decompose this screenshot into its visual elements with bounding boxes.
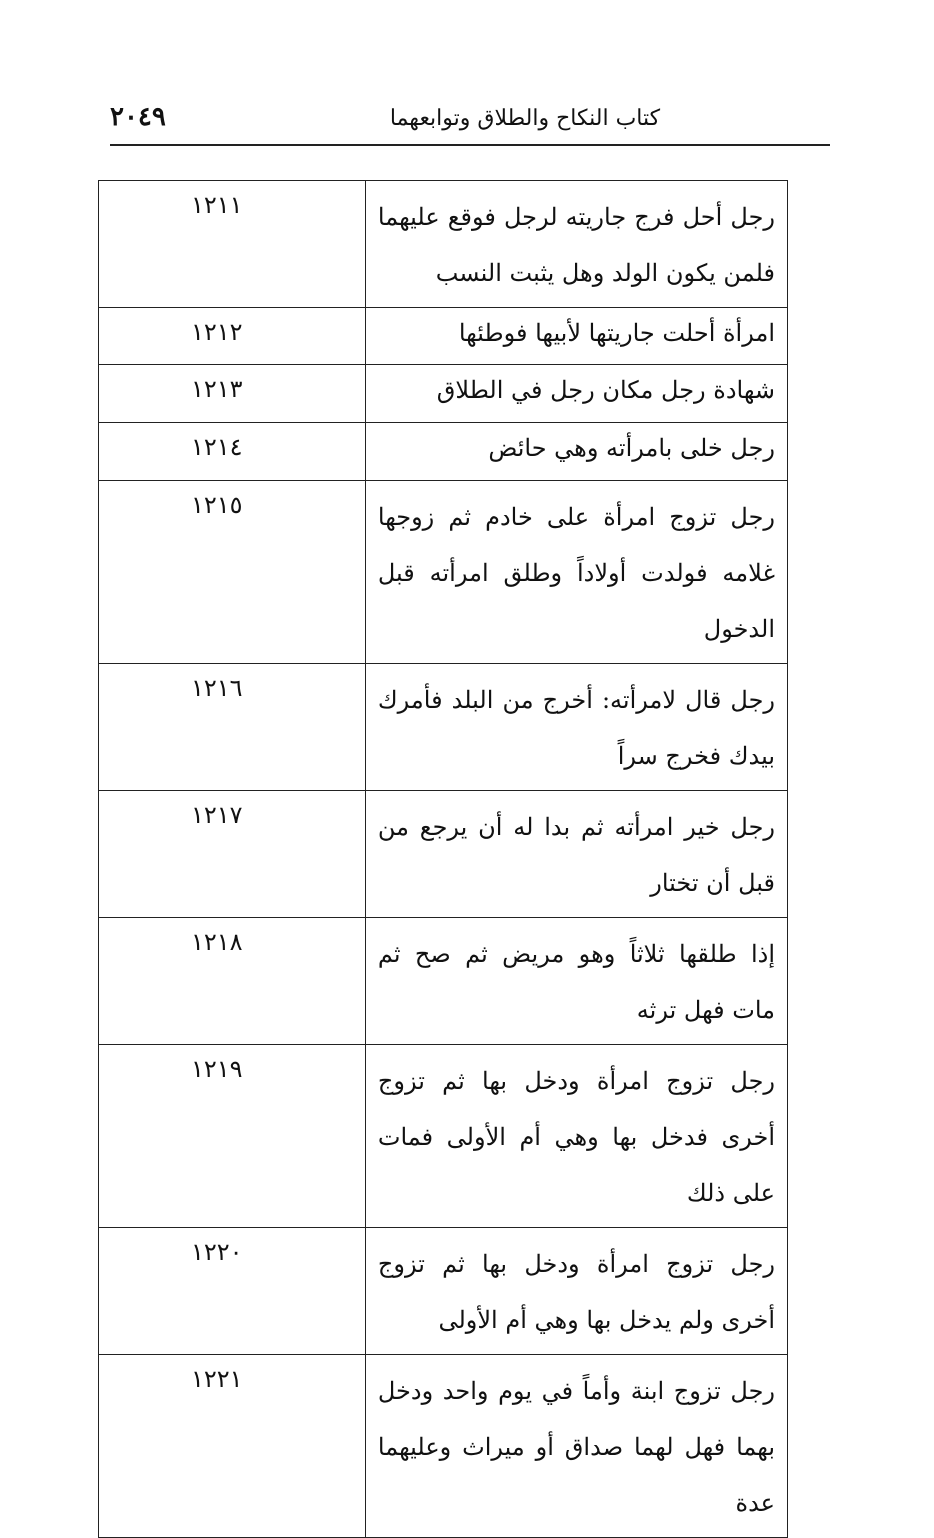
entry-text: رجل قال لامرأته: أخرج من البلد فأمرك بيدك فخرج سراً <box>365 664 787 791</box>
entry-text: رجل تزوج ابنة وأماً في يوم واحد ودخل بهما فهل لهما صداق أو ميراث وعليهما عدة <box>365 1355 787 1538</box>
table-row <box>99 308 788 365</box>
table-row <box>99 181 788 308</box>
table-row <box>99 791 788 918</box>
entry-number: ١٢١٨ <box>99 918 366 1045</box>
entry-text: رجل خير امرأته ثم بدا له أن يرجع من قبل أن تختار <box>365 791 787 918</box>
entry-text: إذا طلقها ثلاثاً وهو مريض ثم صح ثم مات فهل ترثه <box>365 918 787 1045</box>
table-row <box>99 365 788 423</box>
entry-number: ١٢١١ <box>99 181 366 308</box>
entry-number: ١٢١٣ <box>99 365 366 423</box>
entry-number: ١٢١٥ <box>99 481 366 664</box>
entry-number: ١٢١٤ <box>99 423 366 481</box>
entry-text: رجل تزوج امرأة ودخل بها ثم تزوج أخرى ولم يدخل بها وهي أم الأولى <box>365 1228 787 1355</box>
page-header <box>110 100 830 146</box>
table-row <box>99 481 788 664</box>
entry-text: امرأة أحلت جاريتها لأبيها فوطئها <box>365 308 787 365</box>
table-row <box>99 423 788 481</box>
entry-number: ١٢١٦ <box>99 664 366 791</box>
entry-number: ١٢١٩ <box>99 1045 366 1228</box>
entry-text: رجل خلى بامرأته وهي حائض <box>365 423 787 481</box>
page-number: ٢٠٤٩ <box>110 102 166 132</box>
entry-number: ١٢٢٠ <box>99 1228 366 1355</box>
entry-text: رجل تزوج امرأة ودخل بها ثم تزوج أخرى فدخل بها وهي أم الأولى فمات على ذلك <box>365 1045 787 1228</box>
entry-number: ١٢٢١ <box>99 1355 366 1538</box>
table-row <box>99 1355 788 1538</box>
table-row <box>99 664 788 791</box>
table-row <box>99 918 788 1045</box>
entry-text: شهادة رجل مكان رجل في الطلاق <box>365 365 787 423</box>
table-row <box>99 1228 788 1355</box>
entry-text: رجل تزوج امرأة على خادم ثم زوجها غلامه فولدت أولاداً وطلق امرأته قبل الدخول <box>365 481 787 664</box>
index-table <box>98 180 788 1538</box>
running-title: كتاب النكاح والطلاق وتوابعهما <box>389 106 661 131</box>
entry-number: ١٢١٧ <box>99 791 366 918</box>
table-row <box>99 1045 788 1228</box>
entry-text: رجل أحل فرج جاريته لرجل فوقع عليهما فلمن يكون الولد وهل يثبت النسب <box>365 181 787 308</box>
entry-number: ١٢١٢ <box>99 308 366 365</box>
